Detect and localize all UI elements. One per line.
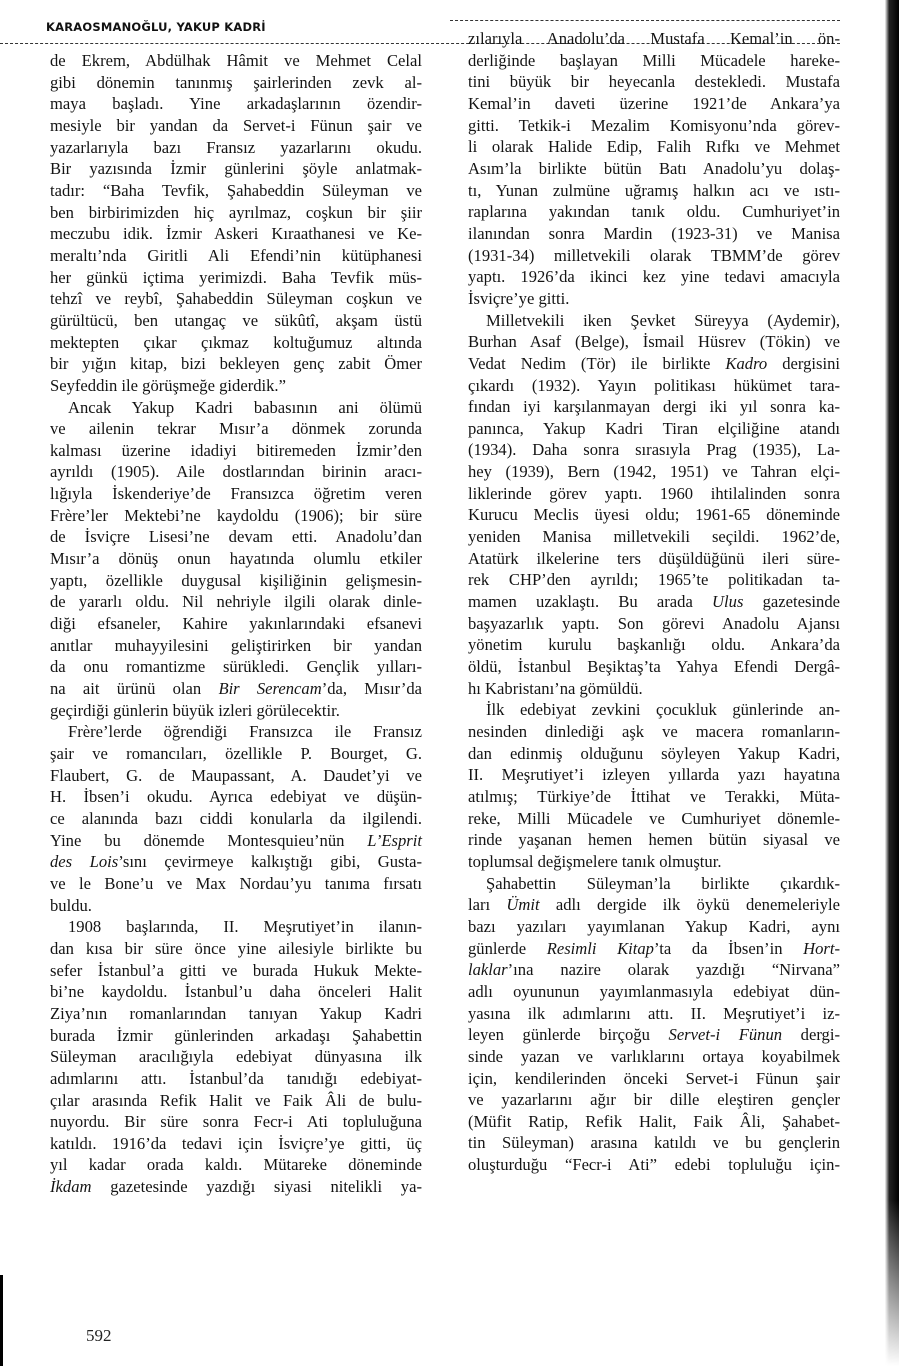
text-line: II. Meşrutiyet’i izleyen yıllarda yazı hayatına: [468, 765, 840, 785]
text-line: ce alanında bazı ciddi konularla da ilgilendi.: [50, 808, 422, 828]
italic-title: laklar: [468, 960, 508, 980]
scan-edge-shadow-right: [885, 0, 899, 1366]
text-line: gürültücü, ben utangaç ve sükûtî, akşam üstü: [50, 310, 422, 330]
text-line: (Müfit Ratip, Refik Halit, Faik Âli, Şahabet-: [468, 1111, 840, 1131]
italic-title: Bir Serencam: [218, 679, 322, 699]
italic-title: Ulus: [712, 592, 744, 612]
text-line: li olarak Halide Edip, Falih Rıfkı ve Mehmet: [468, 137, 840, 157]
running-head: KARAOSMANOĞLU, YAKUP KADRİ: [46, 20, 266, 34]
text-line: bi’ne kaydoldu. İstanbul’u daha önceleri Halit: [50, 982, 422, 1002]
text-line: de yararlı oldu. Nil nehriyle ilgili olarak dinle-: [50, 592, 422, 612]
text-line: tin Süleyman) arasına katıldı ve bu gençlerin: [468, 1133, 840, 1153]
text-line: Flaubert, G. de Maupassant, A. Daudet’yi ve: [50, 765, 422, 785]
italic-title: Servet-i Fünun: [668, 1025, 783, 1045]
text-line: yeniden Manisa milletvekili seçildi. 1962’de,: [468, 527, 840, 547]
text-line: bir yığın kitap, bizi bekleyen genç zabit Ömer: [50, 354, 422, 374]
text-line: meczubu idik. İzmir Askeri Kıraathanesi ve Ke-: [50, 224, 422, 244]
text-line: ve le Bone’u ve Max Nordau’yu tanıma fırsatı: [50, 873, 422, 893]
text-line: de İsviçre Lisesi’ne devam etti. Anadolu’dan: [50, 527, 422, 547]
text-line: yaptı. 1926’da ikinci kez yine tedavi amacıyla: [468, 267, 840, 287]
text-line: atılmış; Türkiye’de İttihat ve Terakki, Müta-: [468, 786, 840, 806]
text-line: mektepten çıkar çıkmaz koltuğumuz altında: [50, 332, 422, 352]
text-line: çılar arasında Refik Halit ve Faik Âli de bulu-: [50, 1090, 422, 1110]
text-line: katıldı. 1916’da tedavi için İsviçre’ye gitti, üç: [50, 1133, 422, 1153]
text-line: her günkü içtima yerimizdi. Baha Tevfik müs-: [50, 267, 422, 287]
text-line: zılarıyla Anadolu’da Mustafa Kemal’in ön-: [468, 29, 840, 48]
header-divider-right: [450, 20, 840, 21]
scan-edge-shadow-left: [0, 1275, 3, 1366]
text-line: Bir yazısında İzmir günlerini şöyle anlatmak-: [50, 159, 422, 179]
text-line: sinde yazan ve varlıklarını ortaya koyabilmek: [468, 1046, 840, 1066]
italic-title: İkdam: [50, 1177, 92, 1197]
text-line: Kemal’in daveti üzerine 1921’de Ankara’ya: [468, 93, 840, 113]
text-line: fından iyi karşılanmayan dergi iki yıl sonra ka-: [468, 397, 840, 417]
right-column: [468, 28, 840, 1176]
text-line: tadır: “Baha Tevfik, Şahabeddin Süleyman ve: [50, 180, 422, 200]
italic-title: Ümit: [506, 895, 540, 915]
italic-title: des Lois: [50, 852, 119, 872]
text-line: des Lois’sını çevirmeye kalkıştığı gibi, Gusta-: [50, 852, 422, 872]
text-line: adımlarını attı. İstanbul’da tanıdığı edebiyat-: [50, 1068, 422, 1088]
text-line: Kurucu Meclis üyesi oldu; 1961-65 döneminde: [468, 505, 840, 525]
page-number: 592: [86, 1326, 112, 1345]
text-line: (1931-34) milletvekili olarak TBMM’de görev: [468, 245, 840, 265]
text-line: rinde yaşanan hemen hemen bütün siyasal ve: [468, 830, 840, 850]
italic-title: L’Esprit: [367, 830, 422, 850]
text-line: yıl kadar orada kaldı. Mütareke döneminde: [50, 1155, 422, 1175]
text-line: dan edinmiş olduğunu söyleyen Yakup Kadri,: [468, 743, 840, 763]
text-line: Mısır’a dönüş onun hayatında olumlu etkiler: [50, 549, 422, 569]
text-line: Milletvekili iken Şevket Süreyya (Aydemir),: [486, 310, 840, 330]
text-line: 1908 başlarında, II. Meşrutiyet’in ilanın-: [68, 917, 422, 937]
text-line: de Ekrem, Abdülhak Hâmit ve Mehmet Celal: [50, 51, 422, 70]
text-line: hı Kabristanı’na gömüldü.: [468, 678, 643, 698]
text-line: toplumsal değişmelere tanık olmuştur.: [468, 851, 722, 871]
text-line: reke, Milli Mücadele ve Cumhuriyet dönemle-: [468, 808, 840, 828]
text-line: Atatürk ilkelerine ters düşüldüğünü ileri süre-: [468, 548, 840, 568]
text-line: İsviçre’ye gitti.: [468, 288, 570, 308]
text-line: ve ailenin tekrar Mısır’a dönmek zorunda: [50, 419, 422, 439]
text-line: gibi dönemin tanınmış şairlerinden zevk al-: [50, 72, 422, 92]
text-line: Yine bu dönemde Montesquieu’nün L’Esprit: [50, 830, 422, 850]
text-line: sefer İstanbul’a gitti ve burada Hukuk Mekte-: [50, 960, 422, 980]
text-line: mesiyle bir yandan da Servet-i Fünun şair ve: [50, 115, 422, 135]
text-line: panınca, Yakup Kadri Tiran elçiliğine atandı: [468, 418, 840, 438]
text-line: (1934). Daha sonra sırasıyla Prag (1935), La-: [468, 440, 840, 460]
left-column: [50, 50, 422, 1198]
text-line: dan kısa bir süre önce yine ailesiyle birlikte bu: [50, 938, 422, 958]
text-line: Burhan Asaf (Belge), İsmail Hüsrev (Tökin) ve: [468, 332, 840, 352]
text-line: bazı yazıları yayımlanan Yakup Kadri, aynı: [468, 916, 840, 936]
text-line: geçirdiği günlerin büyük izleri görülecektir.: [50, 700, 340, 720]
text-line: laklar’ına nazire olarak yazdığı “Nirvana”: [468, 960, 840, 980]
text-line: oluşturduğu “Fecr-i Ati” edebi topluluğu için-: [468, 1155, 840, 1175]
text-line: yazarlarıyla bazı Fransız yazarlarını okudu.: [50, 137, 422, 157]
text-line: hey (1939), Bern (1942, 1951) ve Tahran elçi-: [468, 462, 840, 482]
text-line: na ait ürünü olan Bir Serencam’da, Mısır’da: [50, 679, 423, 699]
text-line: H. İbsen’i okudu. Ayrıca edebiyat ve düşün-: [50, 787, 422, 807]
text-line: da onu romantizme sürükledi. Gençlik yılları-: [50, 657, 422, 677]
italic-title: Hort-: [803, 938, 840, 958]
text-line: rek CHP’den ayrıldı; 1965’te politikadan ta-: [468, 570, 840, 590]
text-line: derliğinde başlayan Milli Mücadele hareke-: [468, 50, 840, 70]
text-line: mamen uzaklaştı. Bu arada Ulus gazetesinde: [468, 592, 840, 612]
text-line: başyazarlık yaptı. Son görevi Anadolu Ajansı: [468, 613, 840, 633]
text-line: günlerde Resimli Kitap’ta da İbsen’in Hort-: [468, 938, 840, 958]
text-line: İkdam gazetesinde yazdığı siyasi nitelikli ya-: [50, 1177, 422, 1197]
italic-title: Kadro: [725, 353, 768, 373]
text-line: yasına ilk adımlarını attı. II. Meşrutiyet’i iz-: [468, 1003, 840, 1023]
text-line: çıkardı (1932). Yayın politikası hükümet tara-: [468, 375, 840, 395]
text-line: adlı oyununun yayımlanmasıyla edebiyat dün-: [468, 981, 840, 1001]
text-line: anıtlar muhayyilesini geliştirirken bir yandan: [50, 635, 422, 655]
text-line: Ziya’nın romanlarından tanıyan Yakup Kadri: [50, 1003, 422, 1023]
text-line: ları Ümit adlı dergide ilk öykü denemeleriyle: [468, 895, 840, 915]
text-line: ben birbirimizden hiç ayrılmaz, coşkun bir şiir: [50, 202, 422, 222]
text-line: gitti. Tetkik-i Mezalim Komisyonu’nda görev-: [468, 115, 840, 135]
text-line: Frère’ler Mektebi’ne kaydoldu (1906); bir süre: [50, 505, 422, 525]
text-line: buldu.: [50, 895, 92, 915]
text-line: diği efsaneler, Kahire yakınlarındaki efsanevi: [50, 614, 422, 634]
text-line: ve yazarlarını ağır bir dille eleştiren gençler: [468, 1090, 840, 1110]
text-line: ilanından sonra Mardin (1923-31) ve Manisa: [468, 223, 840, 243]
text-line: meraltı’nda Giritli Ali Efendi’nin kütüphanesi: [50, 245, 422, 265]
text-line: öldü, İstanbul Beşiktaş’ta Yahya Efendi Dergâ-: [468, 657, 840, 677]
text-line: nesinden dinlediği aşk ve macera romanların-: [468, 722, 840, 741]
text-line: Süleyman aracılığıyla edebiyat dünyasına ilk: [50, 1047, 422, 1067]
text-line: kalması üzerine idadiyi bitiremeden İzmir’den: [50, 440, 422, 460]
text-line: yönetim kurulu başkanlığı oldu. Ankara’da: [468, 635, 840, 655]
text-line: tini büyük bir heyecanla destekledi. Mustafa: [468, 72, 840, 92]
text-line: nuyordu. Bir süre sonra Fecr-i Ati topluluğuna: [50, 1112, 422, 1132]
text-line: Ancak Yakup Kadri babasının ani ölümü: [68, 397, 422, 417]
text-line: ayrıldı (1905). Aile dostlarından birinin aracı-: [50, 462, 422, 482]
italic-title: Resimli Kitap: [546, 938, 654, 958]
text-line: İlk edebiyat zevkini çocukluk günlerinde an-: [486, 700, 840, 720]
text-line: yaptı, özellikle duygusal kişiliğinin gelişmesin-: [50, 570, 422, 590]
text-line: tı, Yunan zulmüne uğramış halkın acı ve ıstı-: [468, 180, 840, 200]
text-line: liklerinde görev yaptı. 1960 ihtilalinden sonra: [468, 483, 840, 503]
text-line: Seyfeddin ile görüşmeğe giderdik.”: [50, 375, 286, 395]
text-line: burada İzmir günlerinden arkadaşı Şahabettin: [50, 1025, 422, 1045]
text-line: leyen günlerde birçoğu Servet-i Fünun dergi-: [468, 1025, 840, 1045]
text-line: Vedat Nedim (Tör) ile birlikte Kadro dergisini: [468, 353, 840, 373]
text-line: Şahabettin Süleyman’la birlikte çıkardık-: [486, 873, 840, 893]
text-line: Asım’la birlikte bütün Batı Anadolu’yu dolaş-: [468, 158, 840, 178]
text-line: şair ve romancıları, özellikle P. Bourget, G.: [50, 744, 422, 763]
text-line: lığıyla İskenderiye’de Fransızca öğretim veren: [50, 484, 422, 504]
text-line: maya başladı. Yine arkadaşlarının özendir-: [50, 94, 422, 114]
text-line: Frère’lerde öğrendiği Fransızca ile Fransız: [68, 722, 422, 742]
text-line: için, kendilerinden önceki Servet-i Fünun şair: [468, 1068, 840, 1088]
text-line: raplarına yakından tanık oldu. Cumhuriyet’in: [468, 202, 840, 222]
text-line: tehzî ve reybî, Şahabeddin Süleyman coşkun ve: [50, 289, 422, 309]
